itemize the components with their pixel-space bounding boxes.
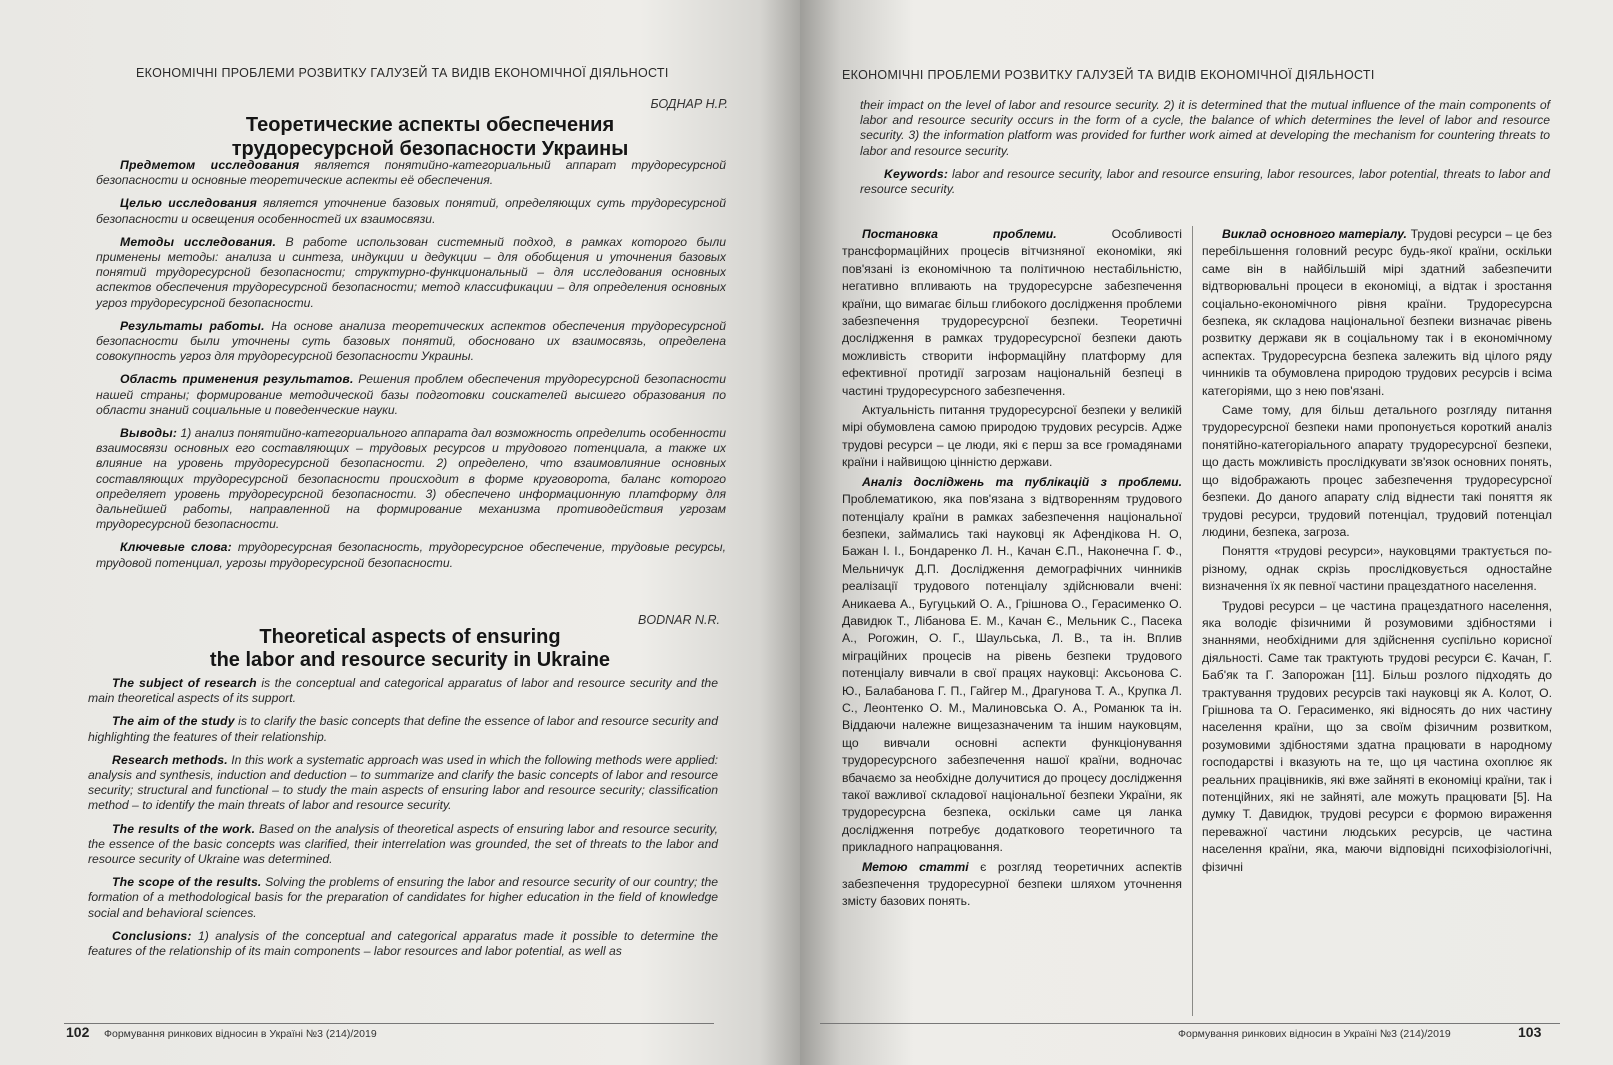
- paragraph: [88, 714, 718, 744]
- paragraph-label: Виклад основного матеріалу.: [1222, 227, 1407, 241]
- abstract-ru: [96, 158, 726, 579]
- left-page: [0, 0, 800, 1065]
- paragraph-text: В работе использован системный подход, в рамках которого были применены методы: анализа и синтеза, индукции и дедукции – для обобщения и уточнения базовых понятий трудоресурсной безопасности; структурно-функциональный – для исследования основных аспектов обеспечения трудоресурсной безопасности; метод классификации – для определения основных угроз трудоресурсной безопасности.: [96, 234, 726, 310]
- paragraph-label: Аналіз досліджень та публікацій з проблеми.: [862, 474, 1182, 489]
- column-divider: [1192, 226, 1193, 1016]
- paragraph-label: Conclusions:: [112, 928, 192, 943]
- paragraph: [1202, 402, 1552, 541]
- running-header: ЕКОНОМІЧНІ ПРОБЛЕМИ РОЗВИТКУ ГАЛУЗЕЙ ТА ВИДІВ ЕКОНОМІЧНОЇ ДІЯЛЬНОСТІ: [136, 66, 669, 80]
- paragraph-label: Ключевые слова:: [120, 540, 232, 555]
- title-ru-line-2: трудоресурсной безопасности Украины: [231, 138, 629, 160]
- paragraph-label: The scope of the results.: [112, 875, 262, 890]
- paragraph: [88, 875, 718, 921]
- paragraph: [842, 859, 1182, 911]
- footer-rule: [64, 1023, 714, 1024]
- article-title-ru: [160, 113, 700, 161]
- paragraph: [88, 822, 718, 868]
- article-title-en: [130, 626, 690, 672]
- paragraph: [88, 929, 718, 959]
- paragraph: [96, 196, 726, 226]
- paragraph-label: Методы исследования.: [120, 234, 277, 249]
- paragraph: [1202, 543, 1552, 595]
- footer-right: Формування ринкових відносин в Україні №3 (214)/2019: [1178, 1028, 1451, 1040]
- paragraph-text: Трудові ресурси – це частина працездатного населення, яка володіє фізичними й розумовими здібностями і знаннями, необхідними для здійснення суспільно корисної діяльності. Саме так трактують трудові ресурси Є. Качан, Г. Баб'як та Г. Запорожан [11]. Більш розлого підходять до трактування трудових ресурсів такі науковці як А. Колот, О. Грішнова та О. Герасименко, які відносять до них частину населення країни, що за своїм фізичним розвитком, розумовими здібностями здатна працювати в народному господарстві і вказують на те, що ця частина охоплює як реальних працівників, які вже зайняті в економіці країни, так і потенційних, які не зайняті, але можуть працювати [5]. На думку Т. Давидюк, трудові ресурси є формою вираження переважної частини людських ресурсів, це частина населення країни, яка, маючи відповідні психофізіологічні, фізичні: [1202, 598, 1552, 874]
- abstract-en: [88, 676, 718, 967]
- paragraph-label: The results of the work.: [112, 821, 256, 836]
- paragraph-text: є розгляд теоретичних аспектів забезпечення трудоресурної безпеки шляхом уточнення змісту базових понять.: [842, 859, 1182, 909]
- paragraph: [96, 235, 726, 311]
- paragraph: [96, 319, 726, 365]
- paragraph: [96, 540, 726, 570]
- paragraph-text: 1) анализ понятийно-категориального аппарата дал возможность определить особенности взаимосвязи основных его составляющих – трудовых ресурсов и трудового потенциала, а также их влияние на уровень трудоресурсной безопасности. 2) определено, что взаимовлияние основных составляющих трудоресурсной безопасности происходит в форме круговорота, баланс которого определяет уровень трудоресурсной безопасности. 3) обеспечено информационную платформу для дальнейшей работы, направленной на формирование механизма противодействия угрозам трудоресурсной безопасности.: [96, 426, 726, 532]
- paragraph: [96, 158, 726, 188]
- paragraph-text: Поняття «трудові ресурси», науковцями трактується по-різному, однак скрізь прослідковується одностайне визначення їх як певної частини працездатного населення.: [1202, 544, 1552, 594]
- author-ru: БОДНАР Н.Р.: [650, 97, 728, 111]
- page-number-left: 102: [66, 1024, 90, 1040]
- paragraph-text: Based on the analysis of theoretical aspects of ensuring labor and resource security, the essence of the basic concepts was clarified, their interrelation was grounded, the set of threats to the labor and resource security of Ukraine was determined.: [88, 821, 718, 867]
- title-en-line-1: Theoretical aspects of ensuring: [259, 626, 561, 648]
- paragraph-text: Особливості трансформаційних процесів вітчизняної економіки, які пов'язані із економічною та політичною нестабільністю, негативно впливають на трудоресурсне забезпечення країни, що вимагає більш глибокого дослідження проблеми забезпечення трудоресурсної безпеки. Теоретичні дослідження в рамках трудоресурсної безпеки дають можливість створити інформаційну платформу для ефективної протидії загрозам національній безпеці в частині трудоресурсного забезпечення.: [842, 227, 1182, 398]
- paragraph-label: Research methods.: [112, 752, 228, 767]
- paragraph-text: is the conceptual and categorical apparatus of labor and resource security and the main theoretical aspects of its support.: [88, 676, 718, 706]
- paragraph-text: Решения проблем обеспечения трудоресурсной безопасности нашей страны; формирование методической базы подготовки соискателей высшего образования по области знаний социальные и поведенческие науки.: [96, 372, 726, 417]
- paragraph-label: Метою статті: [862, 859, 969, 874]
- paragraph-label: The subject of research: [112, 676, 257, 690]
- page-number-right: 103: [1518, 1024, 1542, 1040]
- paragraph-text: In this work a systematic approach was used in which the following methods were applied: analysis and synthesis, induction and deduction – to summarize and clarify the basic concepts of labor and resource security; structural and functional – to study the main aspects of ensuring labor and resource security; classification method – to identify the main threats of labor and resource security.: [88, 752, 719, 813]
- keywords-label: Keywords:: [884, 166, 949, 181]
- paragraph-text: является понятийно-категориальный аппарат трудоресурсной безопасности и основные теоретические аспекты её обеспечения.: [96, 158, 726, 188]
- paragraph-text: Трудові ресурси – це без перебільшення головний ресурс будь-якої країни, оскільки саме він в найбільшій мірі здатний забезпечити відтворювальні процеси в економіці, а відтак і зростання соціально-економічного рівня країни. Трудоресурсна безпека, як складова національної безпеки визначає рівень розвитку держави як в соціальному так і в економічному аспектах. Трудоресурсна безпека залежить від цілого ряду чинників та обумовлена природою трудових ресурсів і всіма категоріями, що з нею пов'язані.: [1202, 227, 1552, 398]
- paragraph: [96, 372, 726, 418]
- paragraph: [1202, 226, 1552, 400]
- paragraph-label: Постановка проблеми.: [862, 227, 1057, 241]
- paragraph-label: Область применения результатов.: [120, 372, 354, 387]
- continuation-text: their impact on the level of labor and resource security. 2) it is determined that the mutual influence of the main components of labor and resource security occurs in the form of a cycle, the balance of which determines the level of labor and resource security. 3) the information platform was provided for further work aimed at developing the mechanism for countering threats to labor and resource security.: [860, 98, 1550, 158]
- paragraph-label: Результаты работы.: [120, 318, 265, 333]
- paragraph: [88, 676, 718, 706]
- text-column-1: [842, 226, 1182, 913]
- paragraph: [842, 226, 1182, 400]
- paragraph-text: Проблематикою, яка пов'язана з відтворенням трудового потенціалу країни в рамках забезпечення національної безпеки, займались такі науковці як Афендікова Н. О, Бажан І. І., Бондаренко Л. Н., Качан Є.П., Наконечна Г. Ф., Мельничук Д.П. Дослідження демографічних чинників реалізації трудового потенціалу здійснювали вчені: Аникаева А., Бугуцький О. А., Грішнова О., Герасименко О. Давидюк Т., Лібанова Е. М., Качан Є., Мельник С., Пасека А., Рогожин, О. Г., Шаульська, Л. В., та ін. Вплив міграційних процесів на рівень безпеки трудового потенціалу вивчали в свої працях науковці: Аксьонова С. Ю., Балабанова Г. П., Гайгер М., Драгунова Т. А., Крупка Л. С., Леонтенко О. М., Малиновська О. А., Романюк та ін. Віддаючи належне вищезазначеним та іншим науковцям, що вивчали основні аспекти функціонування трудоресурсного забезпечення нашої країни, водночас вбачаємо за необхідне долучитися до процесу дослідження такої важливої складової національної безпеки України, як трудоресурсна безпека, оскільки саме ця ланка дослідження потребує додаткового теоретичного та прикладного напрацювання.: [842, 492, 1182, 855]
- abstract-en-continuation: [860, 98, 1550, 205]
- paragraph: [1202, 598, 1552, 877]
- text-column-2: [1202, 226, 1552, 878]
- paragraph-text: Solving the problems of ensuring the labor and resource security of our country; the formation of a methodological basis for the preparation of candidates for higher education in the field of knowledge social and behavioral sciences.: [88, 875, 719, 920]
- paragraph: [96, 426, 726, 532]
- running-header: ЕКОНОМІЧНІ ПРОБЛЕМИ РОЗВИТКУ ГАЛУЗЕЙ ТА ВИДІВ ЕКОНОМІЧНОЇ ДІЯЛЬНОСТІ: [842, 68, 1375, 82]
- title-ru-line-1: Теоретические аспекты обеспечения: [245, 114, 615, 136]
- paragraph-label: Предметом исследования: [120, 158, 300, 172]
- keywords-paragraph: [860, 167, 1550, 197]
- paragraph: [842, 402, 1182, 472]
- author-en: BODNAR N.R.: [638, 613, 720, 627]
- paragraph-label: The aim of the study: [112, 714, 235, 729]
- footer-rule: [820, 1023, 1560, 1024]
- title-en-line-2: the labor and resource security in Ukraine: [209, 649, 611, 671]
- paragraph-text: На основе анализа теоретических аспектов обеспечения трудоресурсной безопасности были уточнены суть базовых понятий, обосновано их взаимосвязь, определена совокупность угроз для трудоресурсной безопасности Украины.: [96, 318, 727, 364]
- paragraph-text: is to clarify the basic concepts that define the essence of labor and resource security and highlighting the features of their relationship.: [88, 714, 718, 744]
- paragraph-text: Актуальність питання трудоресурсної безпеки у великій мірі обумовлена самою природою трудових ресурсів. Адже трудові ресурси – це люди, які є перш за все громадянами країни і найвищою цінністю держави.: [842, 403, 1182, 470]
- paragraph: [88, 753, 718, 814]
- paragraph-text: 1) analysis of the conceptual and categorical apparatus made it possible to determine the features of the relationship of its main components – labor resources and labor potential, as well as: [88, 928, 718, 959]
- keywords-text: labor and resource security, labor and resource ensuring, labor resources, labor potential, threats to labor and resource security.: [860, 166, 1550, 197]
- paragraph-text: Саме тому, для більш детального розгляду питання трудоресурсної безпеки нами пропонується короткий аналіз понятійно-категоріального апарату трудоресурсної безпеки, що дасть можливість прослідкувати зв'язок основних понять, що відображають процес забезпечення трудоресурсної безпеки. До даного апарату слід віднести такі поняття як трудові ресурси, трудовий потенціал, трудовий потенціал людини, безпека, загроза.: [1202, 403, 1552, 539]
- right-page: [800, 0, 1613, 1065]
- paragraph: [842, 474, 1182, 857]
- footer-left: Формування ринкових відносин в Україні №3 (214)/2019: [104, 1028, 377, 1040]
- paragraph-label: Целью исследования: [120, 196, 257, 211]
- paragraph-text: является уточнение базовых понятий, определяющих суть трудоресурсной безопасности и освещения особенностей их взаимосвязи.: [96, 196, 726, 226]
- paragraph-label: Выводы:: [120, 426, 178, 441]
- paragraph-text: трудоресурсная безопасность, трудоресурсное обеспечение, трудовые ресурсы, трудовой потенциал, угрозы трудоресурсной безопасности.: [96, 540, 726, 570]
